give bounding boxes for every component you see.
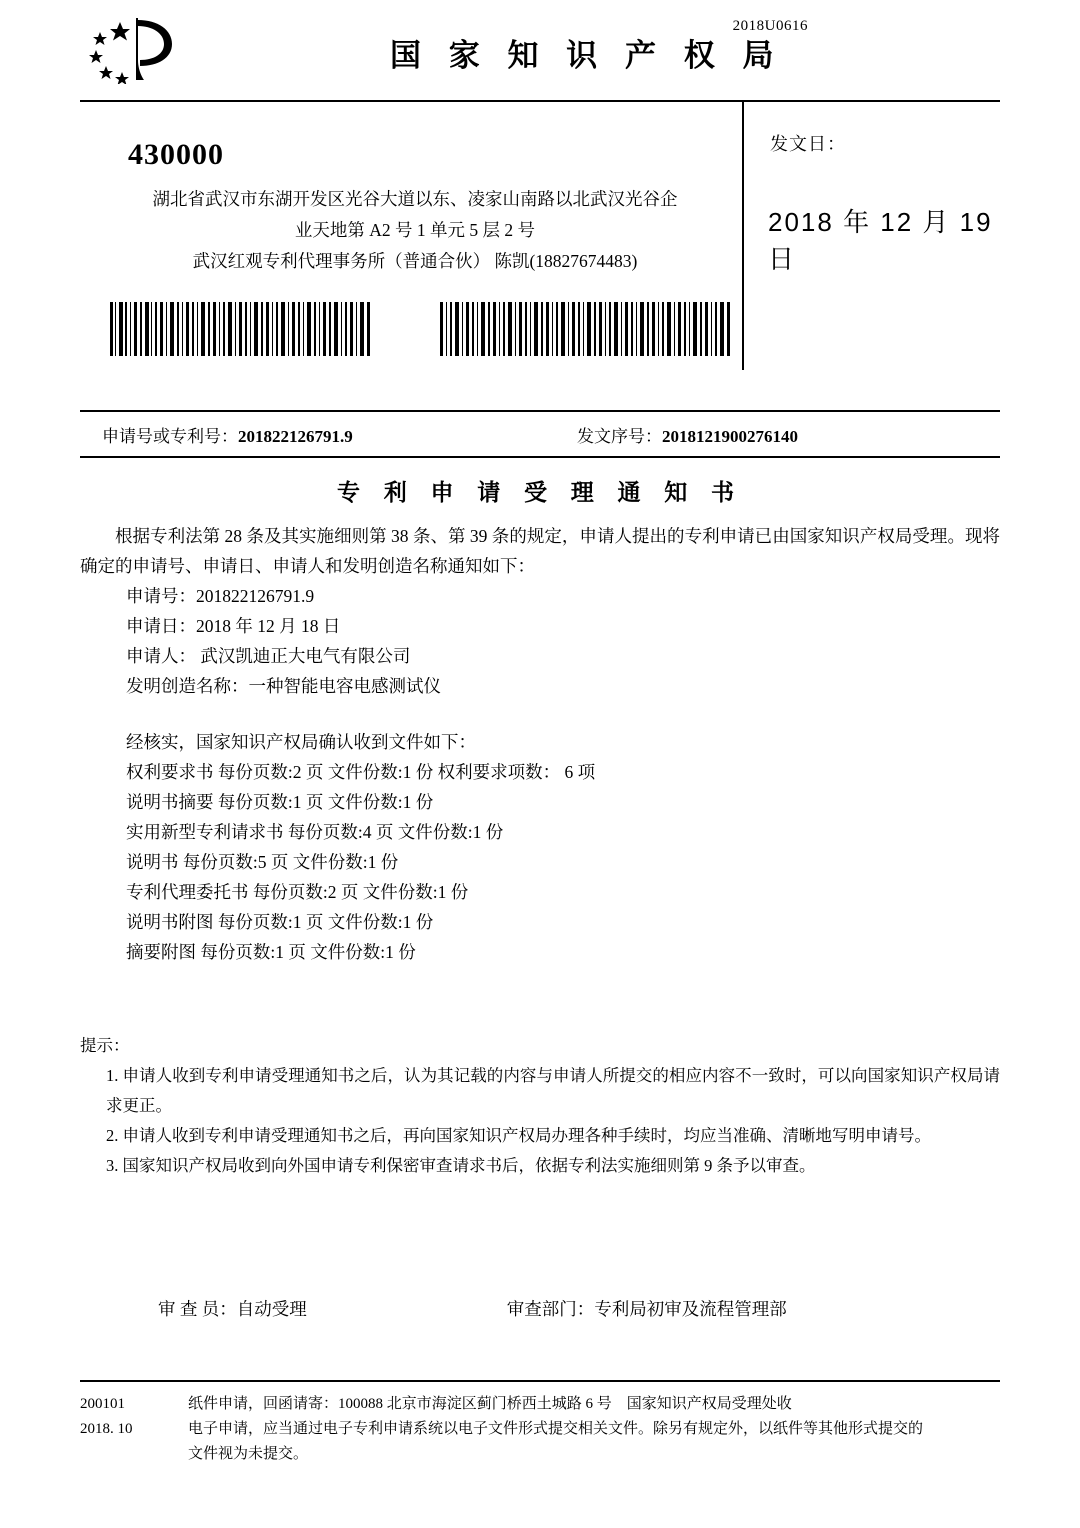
document-item: 说明书 每份页数:5 页 文件份数:1 份: [126, 852, 399, 872]
serial-number: [577, 422, 798, 447]
tip-item: 3. 国家知识产权局收到向外国申请专利保密审查请求书后，依据专利法实施细则第 9 条予以审查。: [106, 1156, 816, 1175]
tip-item: 2. 申请人收到专利申请受理通知书之后，再向国家知识产权局办理各种手续时，均应当准确、清晰地写明申请号。: [106, 1126, 931, 1145]
footer-note-paper: 纸件申请，回函请寄：100088 北京市海淀区蓟门桥西土城路 6 号 国家知识产权局受理处收: [188, 1396, 792, 1412]
document-item: 摘要附图 每份页数:1 页 文件份数:1 份: [126, 942, 416, 962]
document-body: [80, 521, 1000, 967]
intro-paragraph: 根据专利法第 28 条及其实施细则第 38 条、第 39 条的规定，申请人提出的专利申请已由国家知识产权局受理。现将确定的申请号、申请日、申请人和发明创造名称通知如下：: [80, 526, 1000, 576]
field-application-date: 申请日：2018 年 12 月 18 日: [126, 616, 341, 636]
document-footer: [80, 1380, 1000, 1467]
document-item: 专利代理委托书 每份页数:2 页 文件份数:1 份: [126, 882, 469, 902]
document-item: 说明书附图 每份页数:1 页 文件份数:1 份: [126, 912, 434, 932]
address-line-2: 业天地第 A2 号 1 单元 5 层 2 号: [294, 220, 536, 240]
field-application-number: 申请号：201822126791.9: [126, 586, 315, 606]
tips-title: 提示：: [80, 1036, 130, 1055]
barcode-left: [110, 302, 372, 361]
document-item: 实用新型专利请求书 每份页数:4 页 文件份数:1 份: [126, 822, 504, 842]
vertical-divider: [742, 102, 744, 370]
addressee-date-block: [80, 100, 1000, 410]
organization-title: 国 家 知 识 产 权 局: [390, 38, 784, 73]
document-code: 2018U0616: [732, 18, 808, 34]
address-line-3: 武汉红观专利代理事务所（普通合伙） 陈凯(18827674483): [192, 251, 638, 271]
examiner-field: 审 查 员：自动受理: [158, 1299, 307, 1319]
issue-date-value: 2018 年 12 月 19 日: [768, 207, 993, 274]
footer-note-electronic-cont: 文件视为未提交。: [188, 1446, 309, 1462]
footer-notes: [188, 1392, 1000, 1467]
document-item: 说明书摘要 每份页数:1 页 文件份数:1 份: [126, 792, 434, 812]
document-item: 权利要求书 每份页数:2 页 文件份数:1 份 权利要求项数： 6 项: [126, 762, 596, 782]
barcode-area: [110, 302, 730, 361]
footer-version: 2018. 10: [80, 1421, 133, 1437]
application-number-label: 申请号或专利号：: [102, 426, 238, 446]
document-title: 专 利 申 请 受 理 通 知 书: [337, 480, 743, 505]
signature-row: [80, 1296, 1000, 1321]
documents-intro: 经核实，国家知识产权局确认收到文件如下：: [126, 732, 476, 752]
application-number-value: 201822126791.9: [238, 426, 353, 446]
address-lines: [80, 184, 740, 277]
field-invention-title: 发明创造名称：一种智能电容电感测试仪: [126, 676, 441, 696]
cnipa-emblem-logo-icon: [80, 14, 190, 84]
postcode: 430000: [128, 138, 224, 171]
footer-form-code: 200101: [80, 1396, 125, 1412]
footer-note-electronic: 电子申请，应当通过电子专利申请系统以电子文件形式提交相关文件。除另有规定外，以纸件等其他形式提交的: [188, 1421, 924, 1437]
body-spacer: [80, 701, 1000, 727]
serial-number-label: 发文序号：: [577, 426, 662, 446]
barcode-right: [440, 302, 730, 361]
document-header: [80, 0, 1000, 92]
issue-date-label: 发文日：: [770, 134, 846, 154]
address-line-1: 湖北省武汉市东湖开发区光谷大道以东、凌家山南路以北武汉光谷企: [152, 189, 678, 209]
tip-item: 1. 申请人收到专利申请受理通知书之后，认为其记载的内容与申请人所提交的相应内容不一致时，可以向国家知识产权局请求更正。: [106, 1066, 1000, 1115]
addressee-block: [80, 102, 740, 410]
footer-codes: [80, 1392, 188, 1467]
serial-number-value: 2018121900276140: [662, 426, 798, 446]
department-field: 审查部门：专利局初审及流程管理部: [506, 1299, 787, 1319]
numbers-row: [80, 410, 1000, 458]
field-applicant: 申请人： 武汉凯迪正大电气有限公司: [126, 646, 411, 666]
tips-section: [80, 1031, 1000, 1181]
application-number: [102, 422, 353, 447]
